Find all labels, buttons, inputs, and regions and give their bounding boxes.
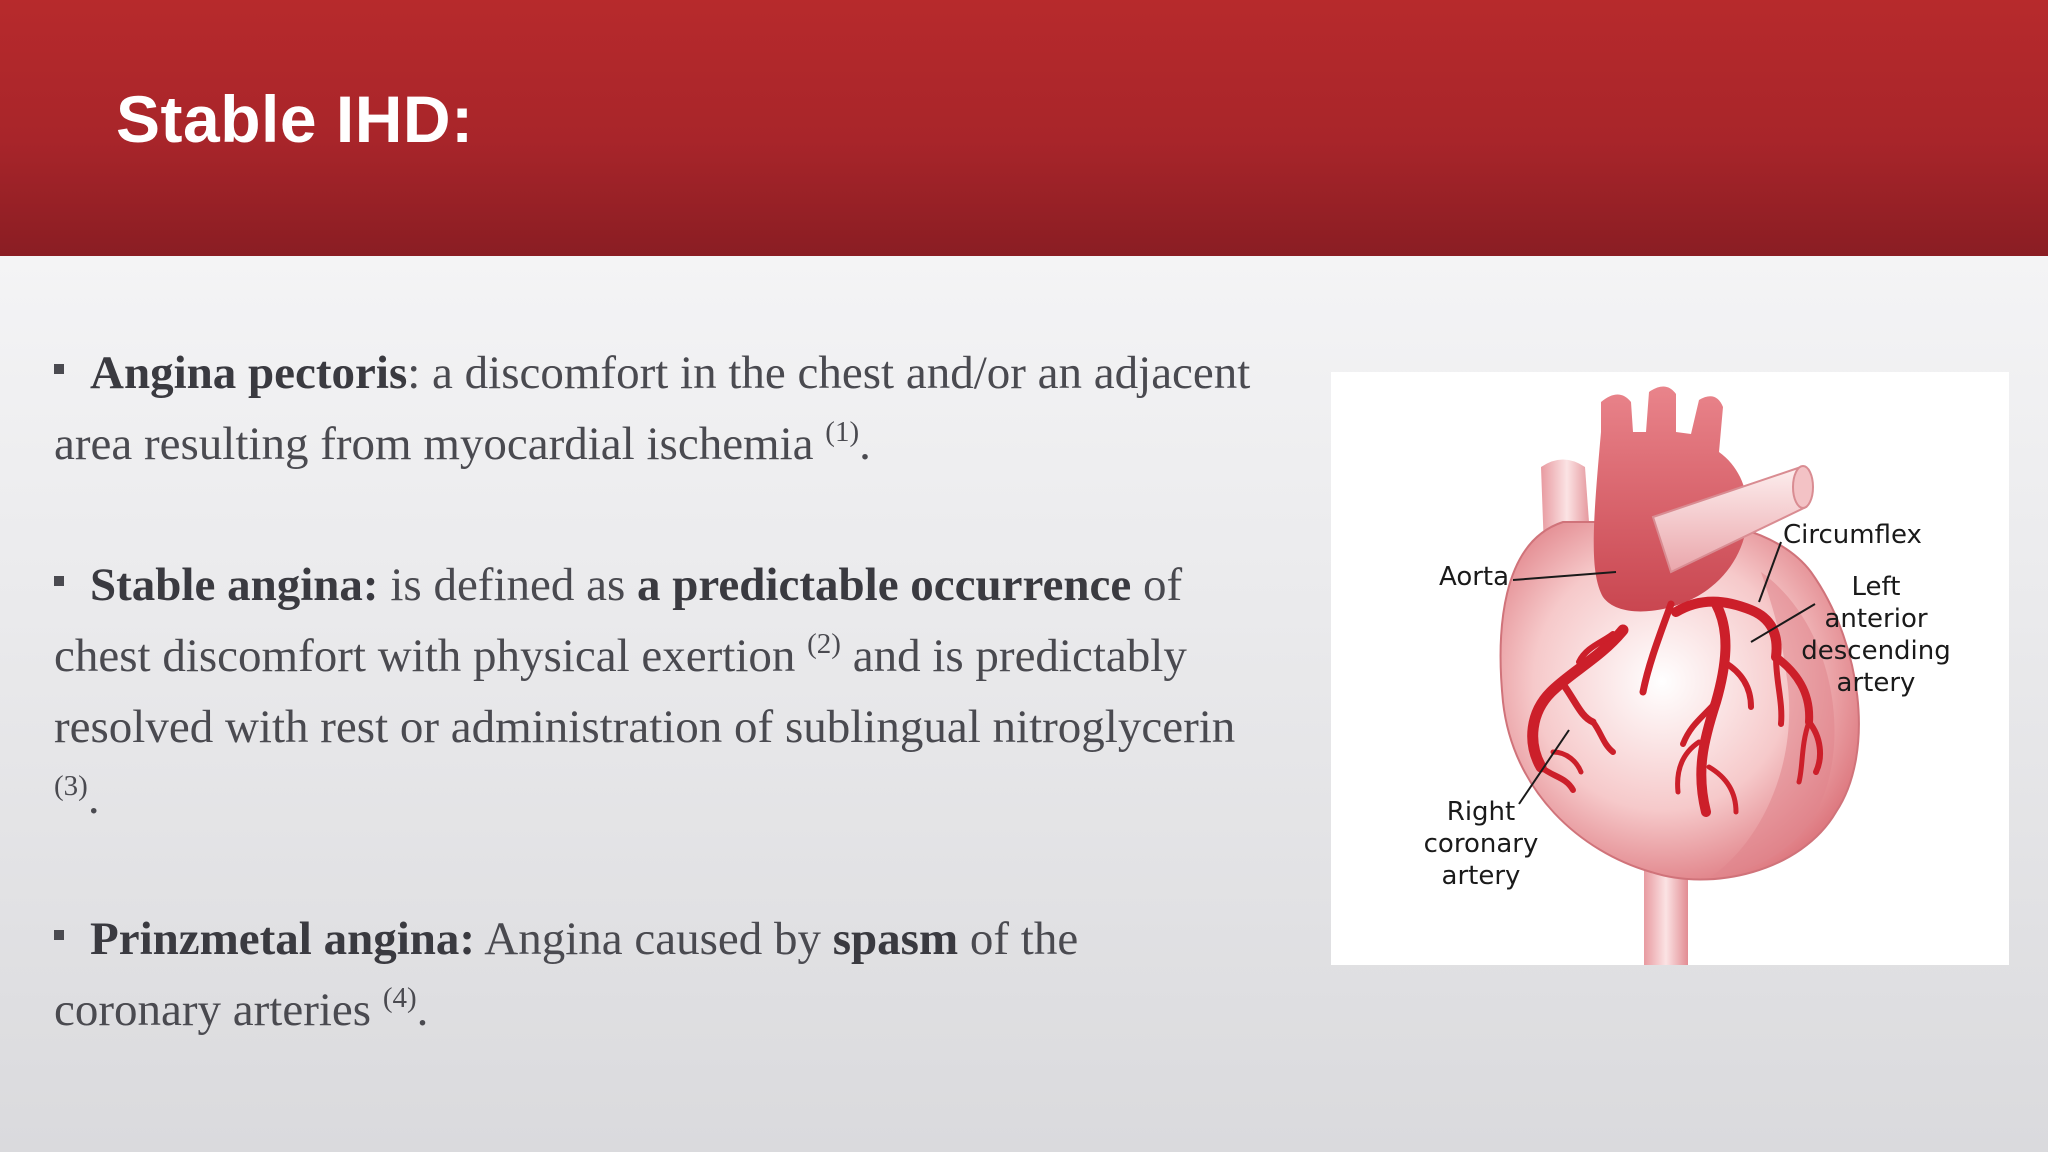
bullet-stable-angina [54, 550, 1254, 834]
label-rca-line: artery [1441, 861, 1521, 891]
bullet-end: . [87, 772, 100, 824]
reference-marker: (1) [825, 416, 860, 448]
bullet-prinzmetal-angina [54, 904, 1254, 1046]
bullet-end: . [859, 418, 871, 470]
bullet-term: Prinzmetal angina: [90, 913, 476, 965]
label-aorta: Aorta [1439, 562, 1510, 592]
bullet-text: and is predictably resolved with rest or administration of sublingual nitroglycerin [54, 630, 1236, 753]
label-lad-line: descending [1801, 636, 1951, 666]
bullet-end: . [416, 984, 429, 1036]
label-circumflex: Circumflex [1783, 520, 1922, 550]
title-band [0, 0, 2048, 256]
bullet-angina-pectoris [54, 338, 1254, 480]
reference-marker: (3) [54, 770, 88, 802]
label-lad-line: Left [1851, 572, 1901, 602]
bullet-marker [54, 930, 64, 940]
bullet-marker [54, 576, 64, 586]
bullet-marker [54, 364, 64, 374]
pulmonary-opening [1793, 466, 1813, 508]
bullet-emphasis: spasm [832, 913, 959, 965]
bullet-term: Angina pectoris [90, 347, 408, 399]
slide-title: Stable IHD: [116, 82, 474, 156]
bullet-list [54, 338, 1254, 1046]
bullet-text: of chest discomfort with physical exertion [54, 559, 1183, 682]
bullet-text: Angina caused by [475, 913, 833, 965]
bullet-term: Stable angina: [90, 559, 379, 611]
bullet-text: of the coronary arteries [54, 913, 1079, 1036]
inferior-vessel [1644, 870, 1688, 965]
label-rca-line: coronary [1423, 829, 1539, 859]
label-lad-line: anterior [1824, 604, 1928, 634]
reference-marker: (4) [382, 982, 417, 1014]
bullet-emphasis: a predictable occurrence [637, 559, 1132, 611]
reference-marker: (2) [807, 628, 841, 660]
bullet-text: : a discomfort in the chest and/or an adjacent area resulting from myocardial ischemia [54, 347, 1251, 470]
bullet-text: is defined as [378, 559, 638, 611]
label-lad-line: artery [1836, 668, 1916, 698]
label-rca-line: Right [1446, 797, 1516, 827]
heart-diagram [1331, 372, 2009, 965]
label-rca [1416, 796, 1546, 892]
label-lad [1801, 571, 1951, 699]
